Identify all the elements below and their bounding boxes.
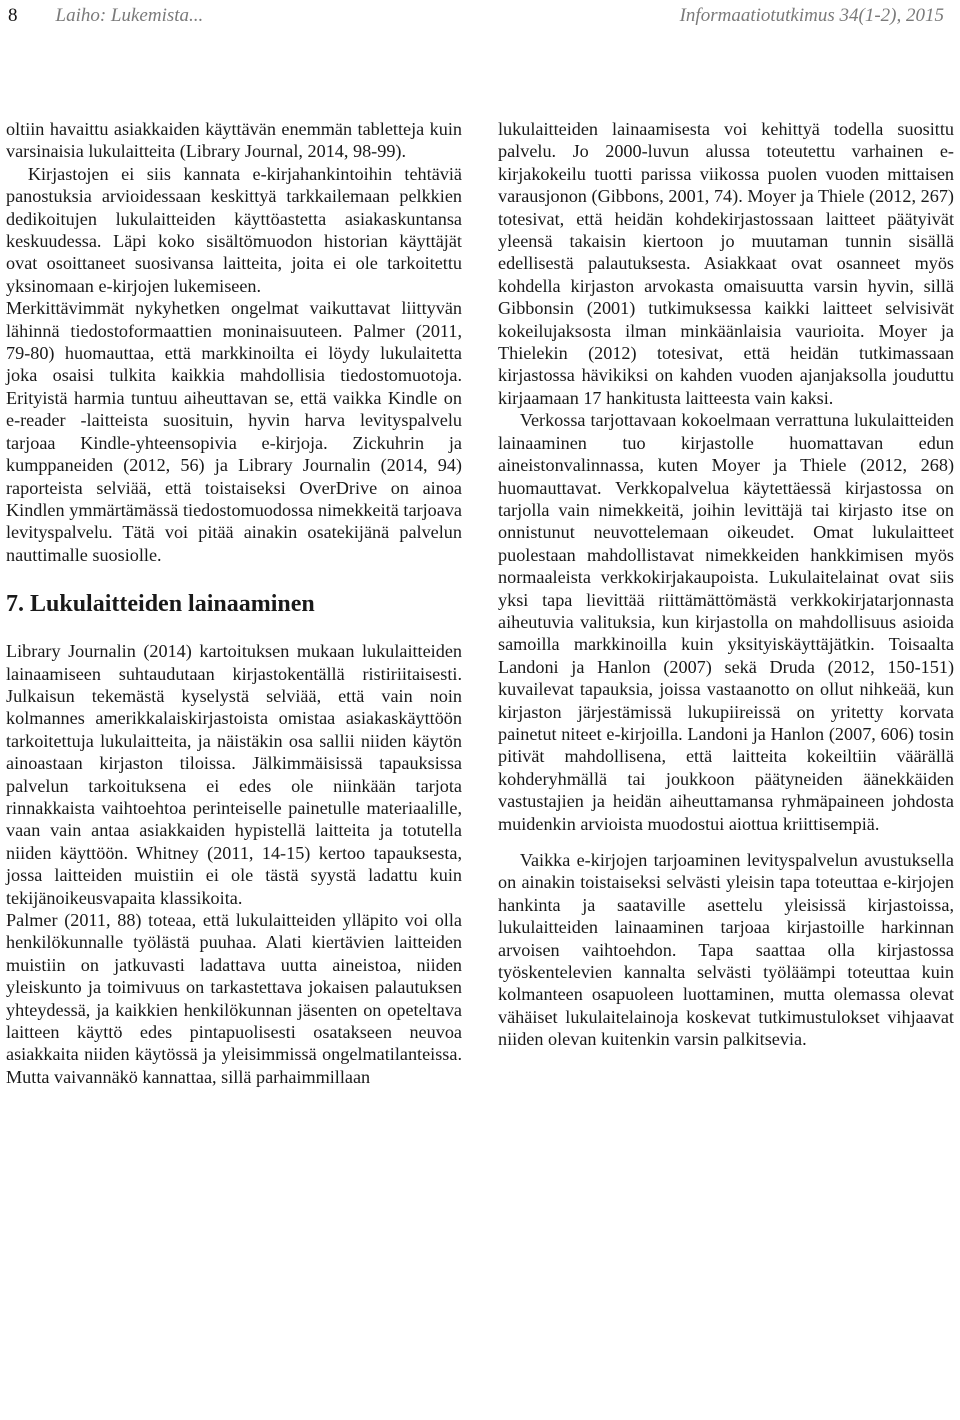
running-header	[8, 2, 944, 30]
left-column	[6, 118, 462, 1088]
running-header-left	[8, 2, 203, 30]
right-column	[498, 118, 954, 1051]
section-heading: 7. Lukulaitteiden lainaaminen	[6, 591, 315, 618]
paragraph: Merkittävimmät nykyhetken ongelmat vaikuttavat liittyvän lähinnä tiedostoformaattien moninaisuuteen. Palmer (2011, 79-80) huomauttaa, että markkinoilta ei löydy lukulaitetta joka osaisi tulkita kaikkia mahdollisia tiedostomuotoja. Erityistä harmia tuntuu aiheuttavan se, että vaikka Kindle on e-reader -laitteista suosituin, hyvin harva levityspalvelu tarjoaa Kindle-yhteensopivia e-kirjoja. Zickuhrin ja kumppaneiden (2012, 56) ja Library Journalin (2014, 94) raporteista selviää, että toistaiseksi OverDrive on ainoa Kindlen ymmärtämässä tiedostomuodossa nimekkeitä tarjoava levityspalvelu. Tätä voi pitää ainakin osatekijänä palvelun nauttimalle suosiolle.	[6, 298, 462, 565]
paragraph: Kirjastojen ei siis kannata e-kirjahankintoihin tehtäviä panostuksia arvioidessaan keskittyä tarkkailemaan pelkkien dedikoitujen lukulaitteiden käyttöastetta asiakaskuntansa keskuudessa. Läpi koko sisältömuodon historian käyttäjät ovat osoittaneet suosivansa laitteita, joita ei ole tarkoitettu yksinomaan e-kirjojen lukemiseen.	[6, 163, 462, 296]
paragraph: Vaikka e-kirjojen tarjoaminen levityspalvelun avustuksella on ainakin toistaiseksi selvästi yleisin tapa toteuttaa e-kirjojen hankinta ja saataville asettelu yleisissä kirjastoissa, lukulaitteiden lainaaminen tarjoaa kirjastoille harkinnan arvoisen vaihtoehdon. Tapa saattaa olla kirjastossa työskentelevien kannalta selvästi työläämpi toteuttaa kuin kolmanteen osapuoleen luottaminen, mutta olemassa olevat vähäiset lukulaitelainoja koskevat tutkimustulokset vihjaavat niiden olevan kuitenkin varsin palkitsevia.	[498, 850, 954, 1050]
paragraph: Palmer (2011, 88) toteaa, että lukulaitteiden ylläpito voi olla henkilökunnalle työlästä puuhaa. Alati kiertävien laitteiden muistiin on jatkuvasti ladattava uutta aineistoa, niiden yleiskunto ja toimivuus on tarkastettava jokaisen palautuksen yhteydessä, ja kaikkien henkilökunnan jäsenten on opeteltava laitteen käyttö edes pintapuolisesti osatakseen neuvoa asiakkaita niiden käytössä ja yleisimmissä ongelmatilanteissa. Mutta vaivannäkö kannattaa, sillä parhaimmillaan	[6, 910, 462, 1087]
paragraph: lukulaitteiden lainaamisesta voi kehittyä todella suosittu palvelu. Jo 2000-luvun alussa toteutettu varhainen e-kirjakokeilu tuotti parissa viikossa puolen vuoden mittaisen varausjonon (Gibbons, 2001, 74). Moyer ja Thiele (2012, 267) totesivat, että heidän kohdekirjastossaan laitteet päätyivät yleensä takaisin kiertoon jo muutaman tunnin sisällä edellisestä palautuksesta. Asiakkaat ovat osanneet myös kohdella kirjaston arvokasta omaisuutta varsin hyvin, sillä Gibbonsin (2001) tutkimuksessa kaikki laitteet selvisivät kokeilujaksosta ilman minkäänlaisia vaurioita. Moyer ja Thielekin (2012) totesivat, että heidän tutkimassaan kirjastossa hävikiksi on kahden vuoden ajanjaksolla jouduttu kirjaamaan 17 hankitusta laitteesta vain kaksi.	[498, 119, 954, 408]
page-number: 8	[8, 5, 18, 26]
paragraph: Verkossa tarjottavaan kokoelmaan verrattuna lukulaitteiden lainaaminen tuo kirjastolle huomattavan edun aineistonvalinnassa, kuten Moyer ja Thiele (2012, 268) huomauttavat. Verkkopalvelua käytettäessä kirjastossa on tarjolla vain nimekkeitä, joihin levittäjä tai kirjasto itse on onnistunut neuvottelemaan oikeudet. Omat lukulaitteet puolestaan mahdollistavat nimekkeiden hankkimisen myös normaaleista verkkokirjakaupoista. Lukulaitelainat ovat siis yksi tapa lievittää riittämättömästä verkkokirjatarjonnasta aiheutuvia valituksia, kun kirjastolla on mahdollisuus asioida samoilla markkinoilla kuin yksityiskäyttäjätkin. Toisaalta Landoni ja Hanlon (2007) sekä Druda (2012, 150-151) kuvailevat tapauksia, joissa vastaanotto on ollut nihkeää, kun kirjaston järjestämissä lukupiireissä on yritetty korvata painetut niteet e-kirjoilla. Landoni ja Hanlon (2007, 606) tosin pitivät mahdollisena, että laitteita kokeiltiin väärällä kohderyhmällä tai joukkoon päätyneiden äänekkäiden vastustajien ja heidän aiheuttamansa ryhmäpaineen johdosta muidenkin arvioista muodostui aiottua kriittisempiä.	[498, 410, 954, 834]
paragraph: oltiin havaittu asiakkaiden käyttävän enemmän tabletteja kuin varsinaisia lukulaitteita (Library Journal, 2014, 98-99).	[6, 119, 462, 162]
running-head-journal: Informaatiotutkimus 34(1-2), 2015	[679, 5, 944, 26]
paragraph: Library Journalin (2014) kartoituksen mukaan lukulaitteiden lainaamiseen suhtaudutaan kirjastokentällä ristiriitaisesti. Julkaisun tekemästä kyselystä selviää, että vain noin kolmannes amerikkalaiskirjastoista omistaa asiakaskäyttöön tarkoitettuja lukulaitteita, ja näistäkin osa sallii niiden käytön ainoastaan kirjaston tiloissa. Jälkimmäisissä tapauksissa palvelun tarkoituksena ei edes ole niinkään tarjota rinnakkaista vaihtoehtoa perinteiselle painetulle materiaalille, vaan vain antaa asiakkaiden hypistellä laitteita ja totutella niiden käyttöön. Whitney (2011, 14-15) kertoo tapauksesta, jossa laitteiden muistiin ei ole tästä syystä ladattu kuin tekijänoikeusvapaita klassikoita.	[6, 641, 462, 908]
running-head-author: Laiho: Lukemista...	[55, 5, 204, 26]
